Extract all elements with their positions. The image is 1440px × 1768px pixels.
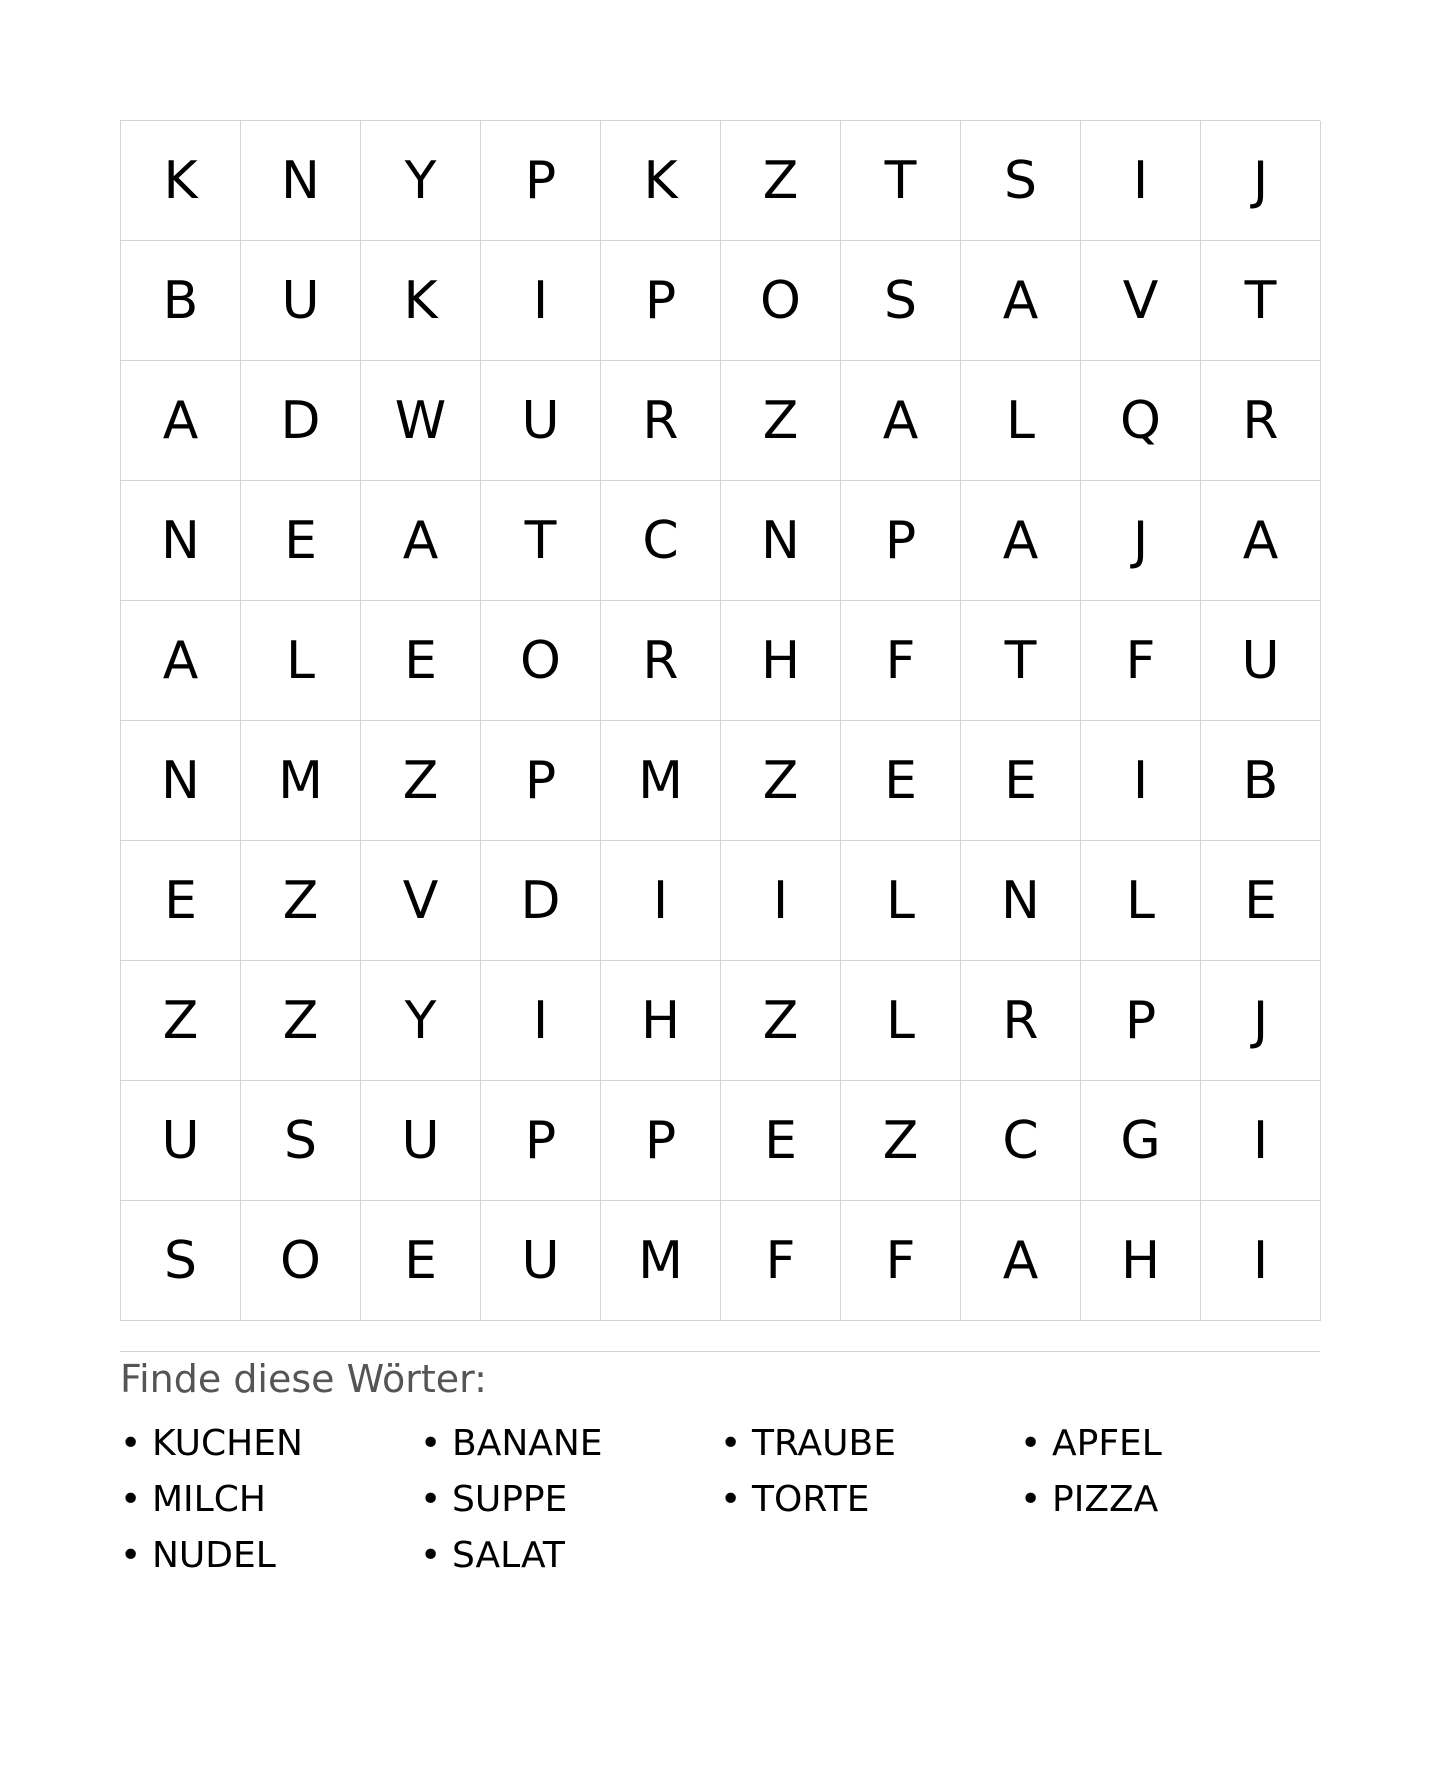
grid-cell[interactable]: P bbox=[601, 1081, 721, 1201]
grid-cell[interactable]: N bbox=[121, 721, 241, 841]
grid-cell[interactable]: U bbox=[481, 1201, 601, 1321]
word-label: MILCH bbox=[152, 1479, 266, 1520]
grid-cell[interactable]: P bbox=[601, 241, 721, 361]
bullet-icon: • bbox=[1020, 1423, 1042, 1464]
grid-cell[interactable]: T bbox=[961, 601, 1081, 721]
grid-cell[interactable]: P bbox=[481, 721, 601, 841]
grid-cell[interactable]: S bbox=[841, 241, 961, 361]
grid-cell[interactable]: N bbox=[121, 481, 241, 601]
grid-cell[interactable]: A bbox=[961, 241, 1081, 361]
grid-cell[interactable]: F bbox=[841, 1201, 961, 1321]
grid-cell[interactable]: E bbox=[121, 841, 241, 961]
grid-cell[interactable]: Y bbox=[361, 121, 481, 241]
grid-cell[interactable]: R bbox=[601, 601, 721, 721]
grid-cell[interactable]: T bbox=[841, 121, 961, 241]
grid-cell[interactable]: D bbox=[241, 361, 361, 481]
grid-cell[interactable]: V bbox=[361, 841, 481, 961]
grid-cell[interactable]: L bbox=[841, 841, 961, 961]
word-label: SUPPE bbox=[452, 1479, 568, 1520]
grid-cell[interactable]: L bbox=[961, 361, 1081, 481]
word-list-item bbox=[1020, 1416, 1320, 1472]
word-list-item bbox=[120, 1528, 420, 1584]
grid-cell[interactable]: S bbox=[241, 1081, 361, 1201]
word-label: KUCHEN bbox=[152, 1423, 303, 1464]
grid-cell[interactable]: P bbox=[481, 1081, 601, 1201]
grid-cell[interactable]: Z bbox=[721, 721, 841, 841]
grid-cell[interactable]: S bbox=[961, 121, 1081, 241]
grid-cell[interactable]: U bbox=[1201, 601, 1321, 721]
grid-cell[interactable]: P bbox=[481, 121, 601, 241]
grid-cell[interactable]: J bbox=[1201, 121, 1321, 241]
grid-cell[interactable]: N bbox=[961, 841, 1081, 961]
grid-cell[interactable]: B bbox=[121, 241, 241, 361]
grid-cell[interactable]: B bbox=[1201, 721, 1321, 841]
grid-cell[interactable]: O bbox=[481, 601, 601, 721]
grid-cell[interactable]: O bbox=[721, 241, 841, 361]
word-list-item bbox=[120, 1416, 420, 1472]
grid-cell[interactable]: U bbox=[241, 241, 361, 361]
grid-cell[interactable]: I bbox=[1081, 121, 1201, 241]
grid-cell[interactable]: T bbox=[1201, 241, 1321, 361]
grid-cell[interactable]: Z bbox=[241, 961, 361, 1081]
grid-cell[interactable]: U bbox=[481, 361, 601, 481]
grid-cell[interactable]: P bbox=[841, 481, 961, 601]
grid-cell[interactable]: I bbox=[721, 841, 841, 961]
grid-cell[interactable]: E bbox=[841, 721, 961, 841]
grid-cell[interactable]: V bbox=[1081, 241, 1201, 361]
word-list-item bbox=[720, 1472, 1020, 1528]
bullet-icon: • bbox=[120, 1423, 142, 1464]
grid-cell[interactable]: E bbox=[1201, 841, 1321, 961]
grid-cell[interactable]: A bbox=[841, 361, 961, 481]
grid-cell[interactable]: L bbox=[241, 601, 361, 721]
grid-cell[interactable]: Q bbox=[1081, 361, 1201, 481]
bullet-icon: • bbox=[420, 1479, 442, 1520]
word-label: TORTE bbox=[752, 1479, 870, 1520]
grid-cell[interactable]: A bbox=[961, 481, 1081, 601]
word-list-item bbox=[420, 1416, 720, 1472]
grid-cell[interactable]: F bbox=[1081, 601, 1201, 721]
grid-cell[interactable]: R bbox=[1201, 361, 1321, 481]
grid-cell[interactable]: A bbox=[961, 1201, 1081, 1321]
word-list-item bbox=[120, 1472, 420, 1528]
bullet-icon: • bbox=[120, 1535, 142, 1576]
grid-cell[interactable]: L bbox=[1081, 841, 1201, 961]
grid-cell[interactable]: U bbox=[361, 1081, 481, 1201]
instructions-heading: Finde diese Wörter: bbox=[120, 1357, 487, 1401]
grid-cell[interactable]: K bbox=[361, 241, 481, 361]
grid-cell[interactable]: I bbox=[481, 961, 601, 1081]
grid-cell[interactable]: E bbox=[721, 1081, 841, 1201]
grid-cell[interactable]: Z bbox=[121, 961, 241, 1081]
bullet-icon: • bbox=[720, 1423, 742, 1464]
bullet-icon: • bbox=[420, 1423, 442, 1464]
grid-cell[interactable]: H bbox=[601, 961, 721, 1081]
bullet-icon: • bbox=[420, 1535, 442, 1576]
grid-cell[interactable]: C bbox=[961, 1081, 1081, 1201]
grid-cell[interactable]: O bbox=[241, 1201, 361, 1321]
word-list-item bbox=[1020, 1472, 1320, 1528]
grid-cell[interactable]: E bbox=[961, 721, 1081, 841]
grid-cell[interactable]: K bbox=[601, 121, 721, 241]
grid-cell[interactable]: P bbox=[1081, 961, 1201, 1081]
grid-cell[interactable]: N bbox=[721, 481, 841, 601]
grid-cell[interactable]: Z bbox=[241, 841, 361, 961]
grid-cell[interactable]: E bbox=[241, 481, 361, 601]
grid-cell[interactable]: Z bbox=[721, 361, 841, 481]
grid-cell[interactable]: A bbox=[1201, 481, 1321, 601]
word-search-puzzle bbox=[120, 120, 1320, 1584]
grid-cell[interactable]: F bbox=[841, 601, 961, 721]
word-list-item bbox=[420, 1528, 720, 1584]
grid-cell[interactable]: M bbox=[241, 721, 361, 841]
grid-cell[interactable]: R bbox=[961, 961, 1081, 1081]
grid-cell[interactable]: Z bbox=[721, 961, 841, 1081]
grid-cell[interactable]: I bbox=[1081, 721, 1201, 841]
word-label: BANANE bbox=[452, 1423, 603, 1464]
grid-cell[interactable]: F bbox=[721, 1201, 841, 1321]
word-label: TRAUBE bbox=[752, 1423, 896, 1464]
word-label: NUDEL bbox=[152, 1535, 276, 1576]
grid-cell[interactable]: A bbox=[361, 481, 481, 601]
grid-cell[interactable]: S bbox=[121, 1201, 241, 1321]
grid-cell[interactable]: I bbox=[1201, 1201, 1321, 1321]
grid-cell[interactable]: M bbox=[601, 1201, 721, 1321]
grid-cell[interactable]: G bbox=[1081, 1081, 1201, 1201]
word-label: APFEL bbox=[1052, 1423, 1162, 1464]
grid-cell[interactable]: K bbox=[121, 121, 241, 241]
grid-cell[interactable]: H bbox=[721, 601, 841, 721]
grid-cell[interactable]: Z bbox=[841, 1081, 961, 1201]
grid-cell[interactable]: R bbox=[601, 361, 721, 481]
letter-grid bbox=[120, 120, 1320, 1321]
grid-cell[interactable]: L bbox=[841, 961, 961, 1081]
grid-cell[interactable]: U bbox=[121, 1081, 241, 1201]
grid-cell[interactable]: J bbox=[1201, 961, 1321, 1081]
bullet-icon: • bbox=[1020, 1479, 1042, 1520]
grid-cell[interactable]: A bbox=[121, 601, 241, 721]
word-list-item bbox=[420, 1472, 720, 1528]
grid-cell[interactable]: I bbox=[1201, 1081, 1321, 1201]
bullet-icon: • bbox=[120, 1479, 142, 1520]
grid-cell[interactable]: T bbox=[481, 481, 601, 601]
grid-cell[interactable]: A bbox=[121, 361, 241, 481]
word-list-item bbox=[720, 1416, 1020, 1472]
bullet-icon: • bbox=[720, 1479, 742, 1520]
grid-cell[interactable]: Z bbox=[721, 121, 841, 241]
grid-cell[interactable]: E bbox=[361, 601, 481, 721]
divider bbox=[120, 1351, 1320, 1352]
grid-cell[interactable]: H bbox=[1081, 1201, 1201, 1321]
grid-cell[interactable]: M bbox=[601, 721, 721, 841]
word-label: SALAT bbox=[452, 1535, 565, 1576]
grid-cell[interactable]: W bbox=[361, 361, 481, 481]
word-list bbox=[120, 1416, 1320, 1584]
grid-cell[interactable]: C bbox=[601, 481, 721, 601]
grid-cell[interactable]: Z bbox=[361, 721, 481, 841]
grid-cell[interactable]: N bbox=[241, 121, 361, 241]
grid-cell[interactable]: J bbox=[1081, 481, 1201, 601]
grid-cell[interactable]: I bbox=[481, 241, 601, 361]
grid-cell[interactable]: E bbox=[361, 1201, 481, 1321]
grid-cell[interactable]: Y bbox=[361, 961, 481, 1081]
grid-cell[interactable]: D bbox=[481, 841, 601, 961]
grid-cell[interactable]: I bbox=[601, 841, 721, 961]
word-label: PIZZA bbox=[1052, 1479, 1159, 1520]
